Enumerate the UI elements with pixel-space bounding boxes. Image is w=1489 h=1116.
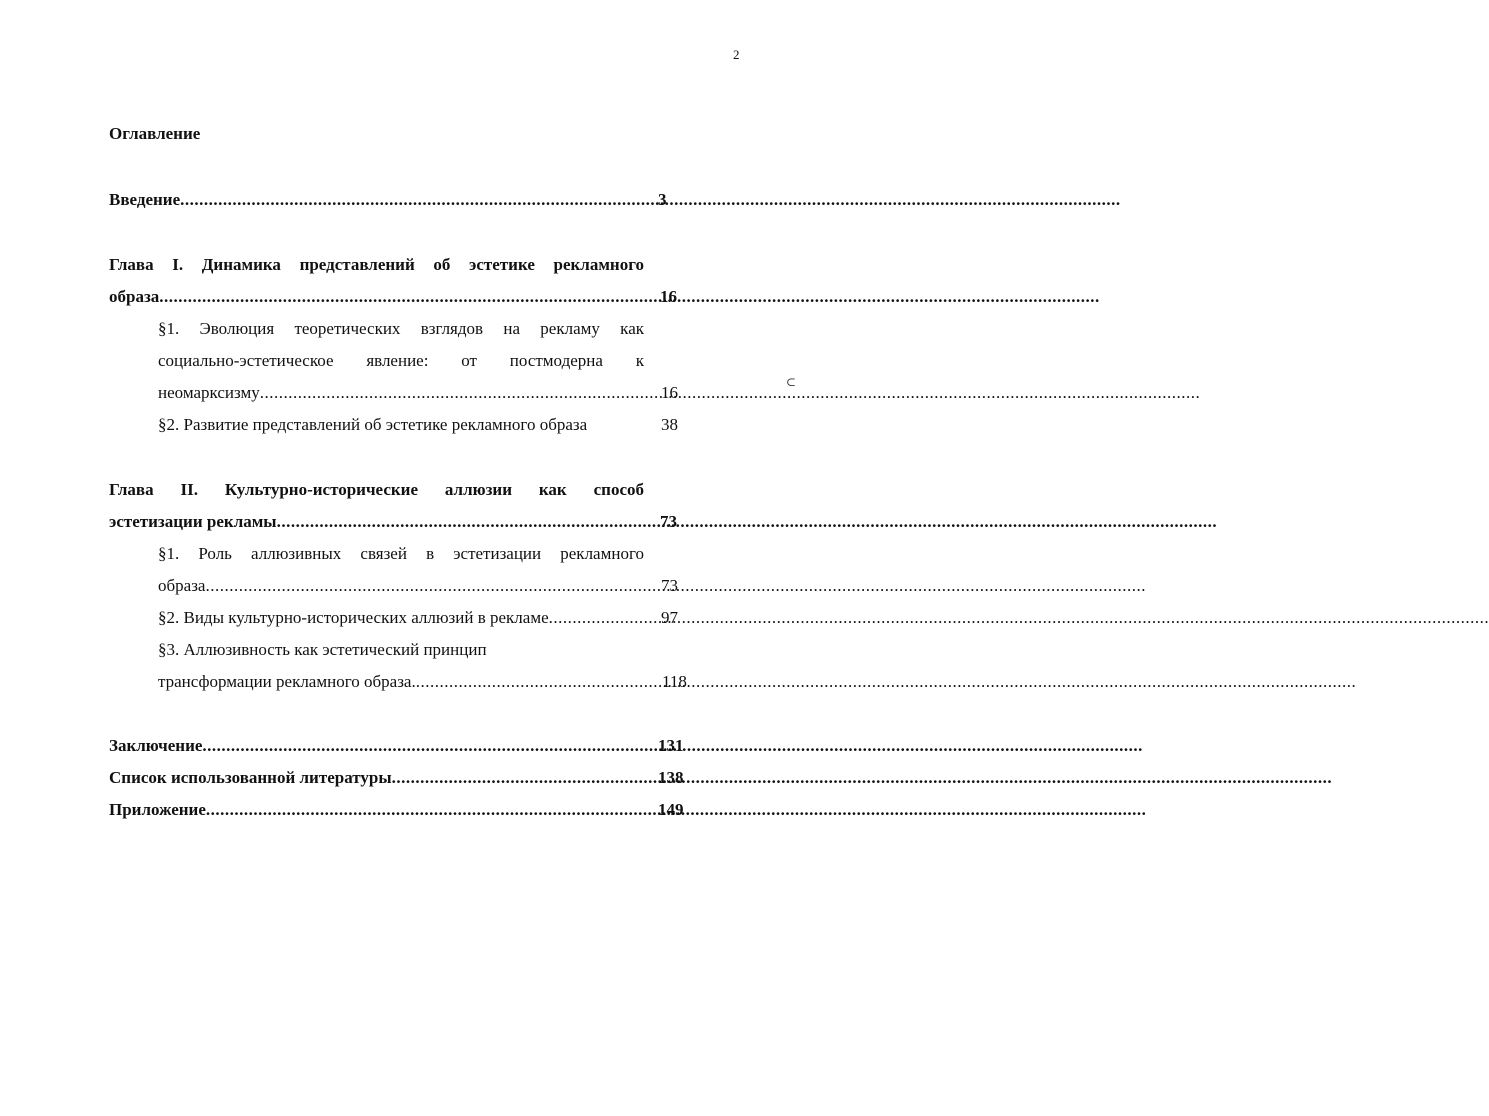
toc-title: Оглавление <box>109 124 201 143</box>
chapter1-heading[interactable]: Глава I. Динамика представлений об эстетике рекламного <box>109 255 644 274</box>
ch1-sec1-line3: неомарксизму <box>158 383 260 402</box>
scan-artifact-mark: ⊂ <box>786 375 797 389</box>
conclusion-page: 131 <box>658 736 684 755</box>
ch1-sec2-page: 38 <box>661 415 678 434</box>
toc-entry-ch2-sec2[interactable] <box>158 607 644 629</box>
toc-intro-label: Введение <box>109 190 181 209</box>
ch2-sec1-line2: образа <box>158 576 206 595</box>
chapter2-heading-line2: эстетизации рекламы <box>109 512 277 531</box>
chapter2-heading[interactable]: Глава II. Культурно-исторические аллюзии как способ <box>109 480 644 499</box>
ch1-sec1-line1[interactable]: §1. Эволюция теоретических взглядов на рекламу как <box>158 319 644 338</box>
chapter2-page: 73 <box>660 512 677 531</box>
leader-dots <box>277 511 1218 533</box>
toc-entry-ch1-sec1[interactable] <box>158 382 644 404</box>
ch2-sec2-label: §2. Виды культурно-исторических аллюзий в рекламе <box>158 608 549 627</box>
toc-entry-chapter2[interactable] <box>109 511 644 533</box>
toc-entry-conclusion[interactable] <box>109 735 644 757</box>
leader-dots <box>180 189 1121 211</box>
appendix-page: 149 <box>658 800 684 819</box>
leader-dots <box>392 767 1333 789</box>
ch2-sec2-page: 97 <box>661 608 678 627</box>
chapter1-heading-line2: образа <box>109 287 160 306</box>
ch2-sec3-line1[interactable]: §3. Аллюзивность как эстетический принцип <box>158 640 487 659</box>
bibliography-label: Список использованной литературы <box>109 768 392 787</box>
leader-dots <box>159 286 1100 308</box>
toc-entry-ch1-sec2[interactable]: §2. Развитие представлений об эстетике рекламного образа <box>158 415 588 434</box>
leader-dots <box>549 607 1489 629</box>
ch2-sec1-page: 73 <box>661 576 678 595</box>
toc-entry-ch2-sec1[interactable] <box>158 575 644 597</box>
toc-entry-bibliography[interactable] <box>109 767 644 789</box>
chapter1-page: 16 <box>660 287 677 306</box>
toc-entry-chapter1[interactable] <box>109 286 644 308</box>
leader-dots <box>260 382 1201 404</box>
appendix-label: Приложение <box>109 800 206 819</box>
bibliography-page: 138 <box>658 768 684 787</box>
ch2-sec1-line1[interactable]: §1. Роль аллюзивных связей в эстетизации рекламного <box>158 544 644 563</box>
toc-entry-ch2-sec3[interactable] <box>158 671 644 693</box>
ch1-sec1-page: 16 <box>661 383 678 402</box>
page-number: 2 <box>733 47 740 62</box>
ch2-sec3-page: 118 <box>662 672 687 691</box>
leader-dots <box>416 671 1357 693</box>
ch2-sec3-line2: трансформации рекламного образа. <box>158 672 416 691</box>
conclusion-label: Заключение <box>109 736 203 755</box>
toc-entry-intro[interactable] <box>109 189 644 211</box>
toc-entry-appendix[interactable] <box>109 799 644 821</box>
toc-intro-page: 3 <box>658 190 667 209</box>
ch1-sec1-line2: социально-эстетическое явление: от постмодерна к <box>158 351 644 370</box>
